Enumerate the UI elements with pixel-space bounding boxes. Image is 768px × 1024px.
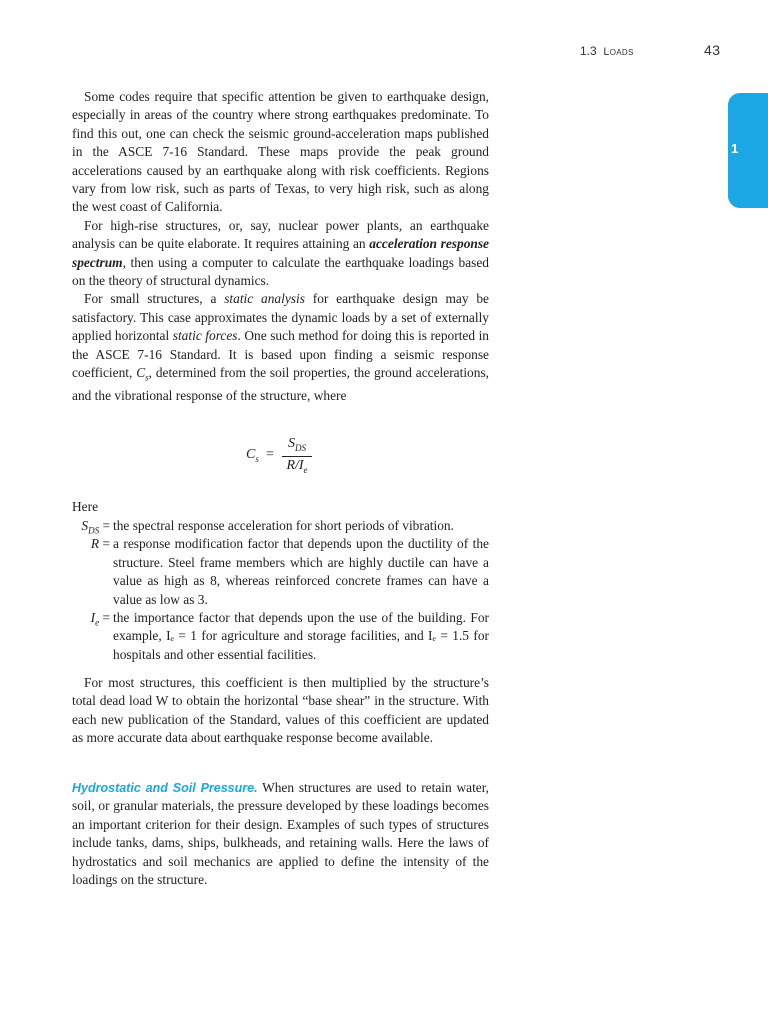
running-header [0,44,768,64]
inline-symbol-subscript: s [145,372,149,383]
equation-numerator [284,436,310,453]
section-number: 1.3 [580,44,597,58]
definition-text: the spectral response acceleration for short periods of vibration. [113,518,454,533]
denominator-subscript: e [303,464,308,475]
definition-text: the importance factor that depends upon the use of the building. For example, Iₑ = 1 for agriculture and storage facilities, and Iₑ = 1.5 for hospitals and other essential facilities. [113,610,489,662]
denominator-symbol: R/I [286,458,304,473]
page-number: 43 [704,42,721,58]
fraction-bar [282,456,312,457]
emphasis-term: static analysis [224,291,305,307]
text-run: For high-rise structures, or, say, nuclear power plants, an earthquake analysis can be quite elaborate. It requires attaining an [72,217,489,252]
equals-sign: = [102,536,110,552]
symbol: S [81,518,89,533]
numerator-subscript: DS [295,442,306,453]
symbol: R [90,536,100,552]
definition-symbol [72,535,110,558]
equation-denominator [282,458,312,475]
text-run: For small structures, a [84,291,225,307]
equals-sign: = [102,610,110,626]
definition-ie [72,609,489,664]
section-header [580,44,634,58]
numerator-symbol: S [288,436,295,451]
body-text [72,88,489,406]
paragraph-base-shear: For most structures, this coefficient is then multiplied by the structure’s total dead load W to obtain the horizontal “base shear” in the structure. With each new publication of the Standard, values of this coefficient are updated as more accurate data about earthquake response become available. [72,675,489,746]
symbol-subscript: DS [88,525,100,536]
emphasis-term: acceleration response spectrum [72,236,489,270]
base-shear-paragraph [72,674,489,748]
text-run: When structures are used to retain water, soil, or granular materials, the pressure developed by these loadings becomes an important criterion for their design. Examples of such types of structures include tanks, dams, ships, bulkheads, and retaining walls. Here the laws of hydrostatics and soil mechanics are applied to define the intensity of the loadings on the structure. [72,780,490,888]
section-title: Loads [603,46,634,58]
symbol: I [90,610,96,626]
equation-lhs-symbol: C [246,447,256,462]
symbol-subscript: e [95,617,100,628]
inline-symbol: C [136,365,146,381]
equation-lhs-subscript: s [255,453,259,464]
definition-text: a response modification factor that depends upon the ductility of the structure. Steel frame members which are highly ductile can have a value as high as 8, whereas reinforced concrete frames can have a value as low as 3. [113,536,489,607]
text-run: . One such method for doing this is reported in the ASCE 7-16 Standard. It is based upon finding a seismic response coefficient, [72,328,489,381]
paragraph-high-rise [72,217,489,291]
equals-sign: = [102,518,110,533]
definition-r [72,535,489,609]
definition-sds [72,517,489,535]
hydrostatic-section [72,779,489,889]
paragraph-small-structures [72,290,489,405]
chapter-tab [728,93,768,208]
definitions-list [72,517,489,664]
text-run: for earthquake design may be satisfactory. This case approximates the dynamic loads by a set of externally applied horizontal [72,291,489,344]
text-run: , determined from the soil properties, the ground accelerations, and the vibrational response of the structure, where [72,365,489,404]
chapter-tab-label: 1 [731,141,739,156]
here-label: Here [72,499,99,514]
equation-equals: = [266,447,274,462]
definition-symbol [72,609,110,632]
equation-lhs [246,447,259,464]
emphasis-term: static forces [172,328,238,344]
text-run: , then using a computer to calculate the earthquake loadings based on the theory of structural dynamics. [72,254,489,289]
run-in-heading: Hydrostatic and Soil Pressure. [72,781,258,795]
paragraph-earthquake-codes: Some codes require that specific attention be given to earthquake design, especially in areas of the country where strong earthquakes predominate. To find this out, one can check the seismic ground-acceleration maps published in the ASCE 7-16 Standard. These maps provide the peak ground accelerations caused by an earthquake along with risk coefficients. Regions vary from low risk, such as parts of Texas, to very high risk, such as along the west coast of California. [72,89,489,215]
equation-cs [246,436,446,480]
paragraph-hydrostatic [72,779,489,889]
